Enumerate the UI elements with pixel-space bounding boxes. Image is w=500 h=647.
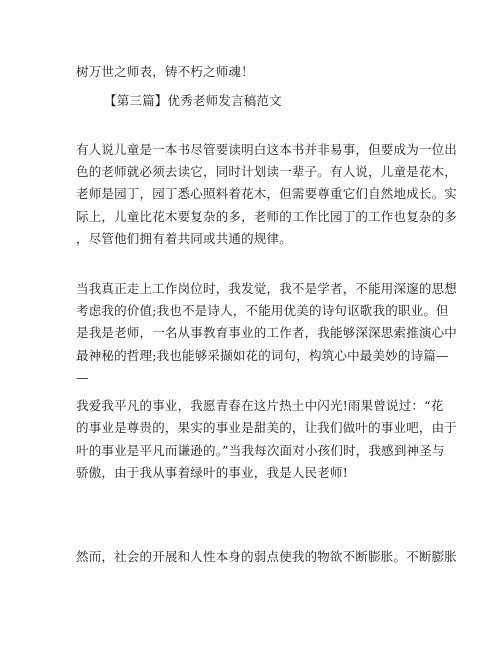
paragraph-3-line-1: 我爱我平凡的事业，我愿青春在这片热土中闪光!雨果曾说过：“花 <box>76 398 444 413</box>
paragraph-1-line-4: 际上，儿童比花木要复杂的多，老师的工作比园丁的工作也复杂的多 <box>76 209 458 224</box>
paragraph-2-line-3: 是我是老师，一名从事教育事业的工作者，我能够深深思索推演心中 <box>76 325 458 340</box>
paragraph-3-line-4: 骄傲，由于我从事着绿叶的事业，我是人民老师! <box>76 465 348 480</box>
paragraph-3-line-2: 的事业是尊贵的，果实的事业是甜美的，让我们做叶的事业吧，由于 <box>76 420 458 435</box>
paragraph-2-line-4: 最神秘的哲理;我也能够采撷如花的词句，构筑心中最美妙的诗篇— <box>76 348 449 363</box>
paragraph-2-line-1: 当我真正走上工作岗位时，我发觉，我不是学者，不能用深邃的思想 <box>76 281 458 296</box>
paragraph-1-line-5: ，尽管他们拥有着共同或共通的规律。 <box>76 231 292 246</box>
paragraph-3-line-3: 叶的事业是平凡而谦逊的。”当我每次面对小孩们时，我感到神圣与 <box>76 443 445 458</box>
section-heading: 【第三篇】优秀老师发言稿范文 <box>104 93 282 108</box>
paragraph-1-line-3: 老师是园丁，园丁悉心照料着花木，但需要尊重它们自然地成长。实 <box>76 186 458 201</box>
paragraph-1-line-2: 色的老师就必须去读它，同时计划读一辈子。有人说，儿童是花木， <box>76 164 458 179</box>
closing-line: 树万世之师表，铸不朽之师魂！ <box>76 64 254 79</box>
paragraph-1-line-1: 有人说儿童是一本书尽管要读明白这本书并非易事，但要成为一位出 <box>76 142 458 157</box>
paragraph-2-line-2: 考虑我的价值;我也不是诗人，不能用优美的诗句讴歌我的职业。但 <box>76 303 449 318</box>
paragraph-4-line-1: 然而，社会的开展和人性本身的弱点使我的物欲不断膨胀。不断膨胀 <box>76 549 458 564</box>
paragraph-2-line-5: — <box>76 370 89 385</box>
